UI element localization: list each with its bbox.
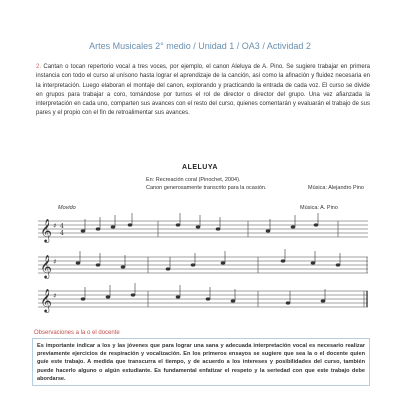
- sheet-music-image: [38, 283, 368, 323]
- instruction-text: Cantan o tocan repertorio vocal a tres voces, por ejemplo, el canon Aleluya de A. Pino. Se sugiere trabajar en primera instancia con todo el curso al unísono hasta lograr el aprendizaje de la canción, así como la afinación y fluidez necesaria en la interpretación. Luego elaboran el montaje del canon, explorando y practicando la entrada de cada voz. El curso se divide en grupos para trabajar a coro, tomándose por turnos el rol de director o director del grupo. Una vez afianzada la interpretación en cada uno, comparten sus avances con el resto del curso, quienes comentarán y evaluarán el trabajo de sus pares y el propio con el fin de retroalimentar sus avances.: [36, 64, 370, 117]
- page-title: Artes Musicales 2° medio / Unidad 1 / OA3 / Actividad 2: [89, 41, 311, 51]
- svg-text:♯: ♯: [53, 222, 57, 230]
- music-staff: [38, 283, 368, 323]
- song-source: En: Recreación coral (Pinochet, 2004).: [146, 177, 241, 183]
- svg-text:♯: ♯: [53, 258, 57, 266]
- score-composer: Música: A. Pino: [300, 205, 338, 211]
- sheet-music-image: [38, 213, 368, 253]
- observations-text: Es importante indicar a los y las jóvenes que para lograr una sana y adecuada interpretación vocal es necesario realizar previamente ejercicios de respiración y vocalización. En los primeros ensayos se sugiere que sea la o el docente quien guíe este trabajo. A medida que transcurra el tiempo, y de acuerdo a los intereses y posibilidades del curso, también puede hacerlo alguno o algún estudiante. Es fundamental enfatizar el respeto y la seriedad con que este trabajo debe abordarse.: [37, 343, 365, 382]
- svg-text:4: 4: [60, 230, 64, 237]
- svg-text:♯: ♯: [53, 292, 57, 300]
- song-title: ALELUYA: [182, 164, 218, 171]
- svg-text:4: 4: [60, 223, 64, 230]
- observations-box: [32, 338, 370, 386]
- svg-text:𝄞: 𝄞: [40, 218, 52, 242]
- svg-text:𝄞: 𝄞: [40, 254, 52, 278]
- activity-instructions: [36, 63, 370, 119]
- song-note: Canon generosamente transcrito para la ocasión.: [146, 185, 267, 191]
- instruction-number: 2.: [36, 64, 42, 70]
- observations-heading: Observaciones a la o el docente: [34, 330, 120, 336]
- composer-credit: Música: Alejandro Pino: [308, 185, 364, 191]
- svg-text:𝄞: 𝄞: [40, 288, 52, 312]
- tempo-marking: Movido: [58, 205, 76, 211]
- music-staff: [38, 213, 368, 253]
